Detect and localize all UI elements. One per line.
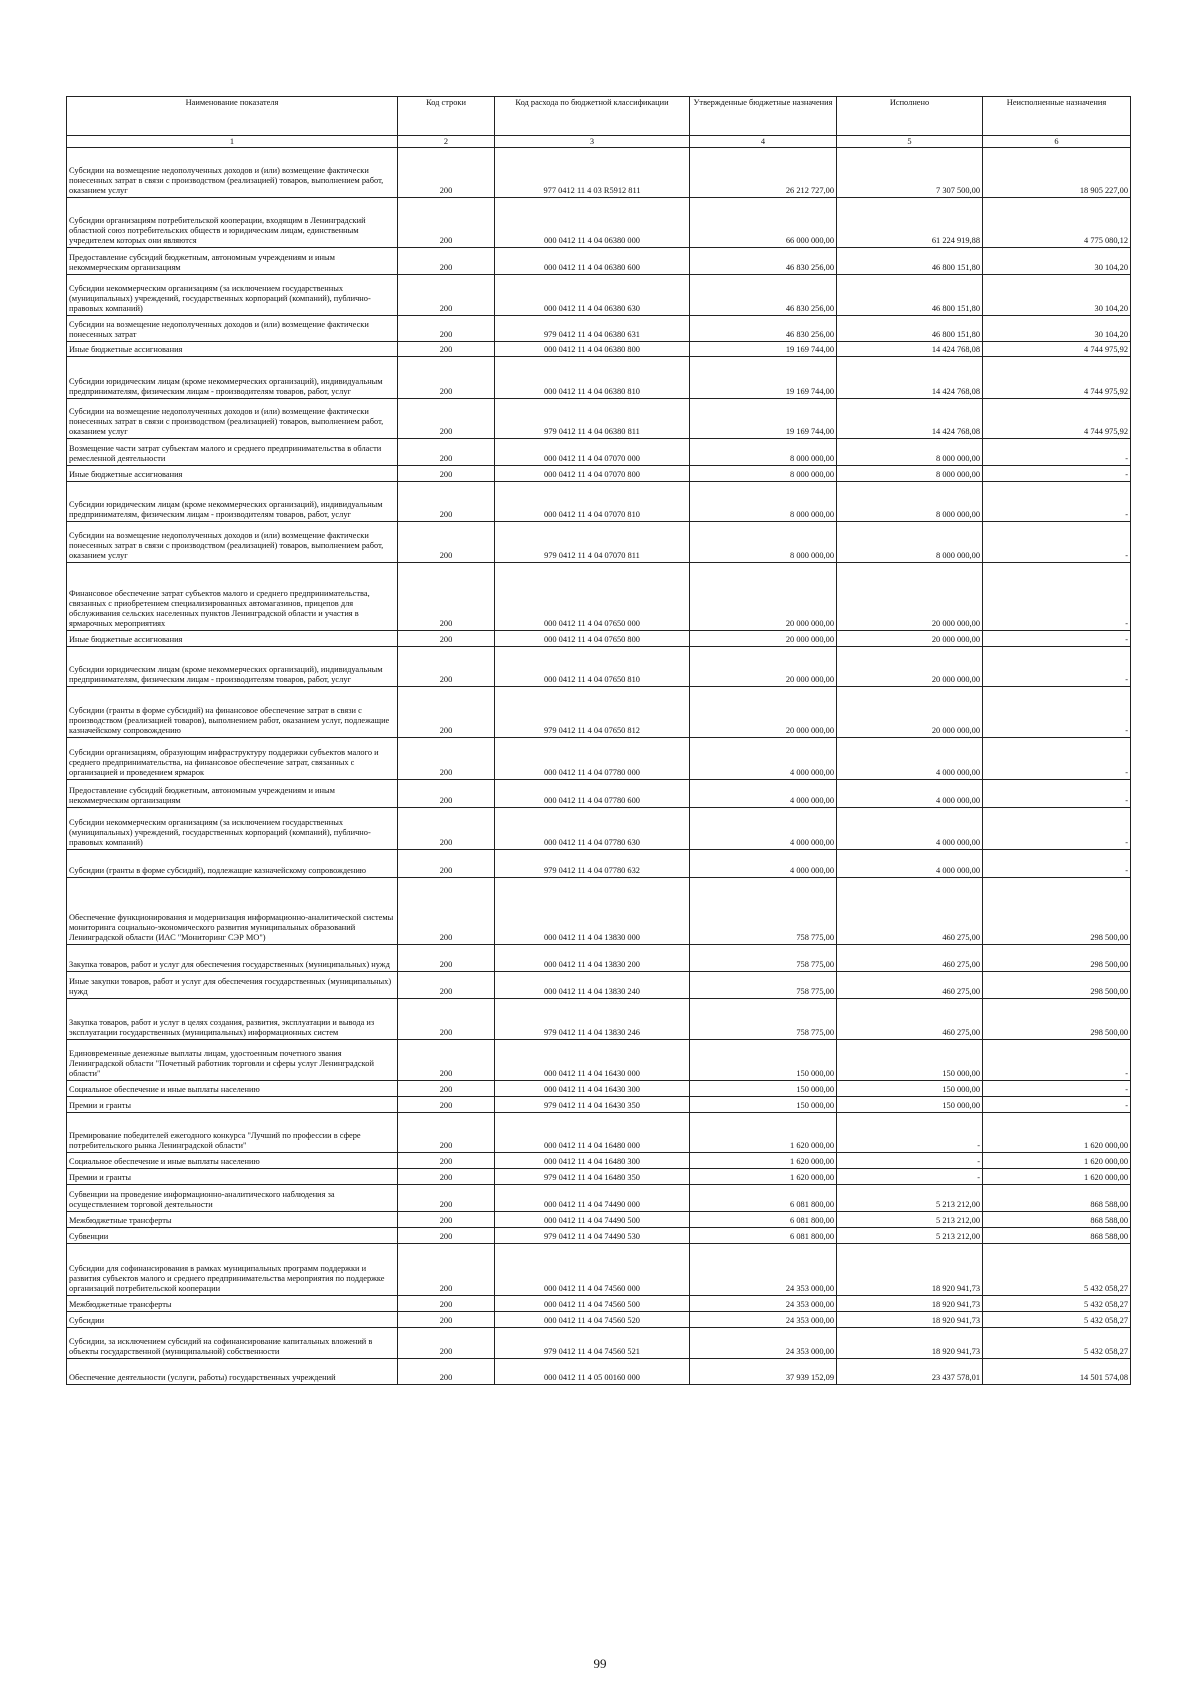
- row-line-code: 200: [398, 357, 495, 399]
- row-executed: 5 213 212,00: [837, 1228, 983, 1244]
- table-row: [67, 342, 1131, 357]
- row-unexecuted: 298 500,00: [983, 878, 1131, 945]
- row-line-code: 200: [398, 878, 495, 945]
- row-line-code: 200: [398, 1153, 495, 1169]
- table-row: [67, 780, 1131, 808]
- row-name: Субвенции на проведение информационно-аналитического наблюдения за осуществлением торговой деятельности: [67, 1185, 398, 1212]
- row-unexecuted: -: [983, 1040, 1131, 1081]
- row-executed: 20 000 000,00: [837, 647, 983, 687]
- row-line-code: 200: [398, 1212, 495, 1228]
- row-unexecuted: -: [983, 439, 1131, 466]
- row-unexecuted: -: [983, 1081, 1131, 1097]
- row-budget-code: 000 0412 11 4 04 07780 630: [495, 808, 690, 850]
- row-name: Межбюджетные трансферты: [67, 1296, 398, 1312]
- row-budget-code: 000 0412 11 4 04 74490 500: [495, 1212, 690, 1228]
- row-executed: 23 437 578,01: [837, 1359, 983, 1385]
- row-name: Иные бюджетные ассигнования: [67, 631, 398, 647]
- row-unexecuted: 5 432 058,27: [983, 1312, 1131, 1328]
- table-row: [67, 687, 1131, 738]
- row-name: Субвенции: [67, 1228, 398, 1244]
- column-number: 6: [983, 136, 1131, 148]
- row-unexecuted: -: [983, 631, 1131, 647]
- row-name: Субсидии юридическим лицам (кроме некоммерческих организаций), индивидуальным предпринимателям, физическим лицам - производителям товаров, работ, услуг: [67, 357, 398, 399]
- row-budget-code: 979 0412 11 4 04 74490 530: [495, 1228, 690, 1244]
- row-executed: 4 000 000,00: [837, 780, 983, 808]
- row-executed: 14 424 768,08: [837, 357, 983, 399]
- row-executed: 18 920 941,73: [837, 1312, 983, 1328]
- row-unexecuted: 868 588,00: [983, 1212, 1131, 1228]
- row-executed: -: [837, 1153, 983, 1169]
- row-name: Обеспечение деятельности (услуги, работы) государственных учреждений: [67, 1359, 398, 1385]
- row-unexecuted: 4 744 975,92: [983, 357, 1131, 399]
- row-approved: 26 212 727,00: [690, 148, 837, 198]
- header-approved: Утвержденные бюджетные назначения: [690, 97, 837, 136]
- row-approved: 8 000 000,00: [690, 466, 837, 482]
- row-approved: 20 000 000,00: [690, 631, 837, 647]
- row-unexecuted: -: [983, 850, 1131, 878]
- row-budget-code: 977 0412 11 4 03 R5912 811: [495, 148, 690, 198]
- row-budget-code: 979 0412 11 4 04 06380 631: [495, 316, 690, 342]
- row-budget-code: 000 0412 11 4 04 13830 240: [495, 972, 690, 999]
- row-approved: 4 000 000,00: [690, 808, 837, 850]
- row-budget-code: 979 0412 11 4 04 07070 811: [495, 522, 690, 563]
- table-row: [67, 1097, 1131, 1113]
- row-line-code: 200: [398, 466, 495, 482]
- row-name: Премирование победителей ежегодного конкурса "Лучший по профессии в сфере потребительского рынка Ленинградской области": [67, 1113, 398, 1153]
- table-row: [67, 357, 1131, 399]
- row-approved: 4 000 000,00: [690, 780, 837, 808]
- row-line-code: 200: [398, 808, 495, 850]
- row-approved: 20 000 000,00: [690, 563, 837, 631]
- row-executed: 4 000 000,00: [837, 738, 983, 780]
- row-executed: 8 000 000,00: [837, 466, 983, 482]
- row-line-code: 200: [398, 1244, 495, 1296]
- row-budget-code: 000 0412 11 4 04 74490 000: [495, 1185, 690, 1212]
- table-row: [67, 808, 1131, 850]
- column-number: 1: [67, 136, 398, 148]
- row-unexecuted: 30 104,20: [983, 248, 1131, 275]
- row-unexecuted: 30 104,20: [983, 275, 1131, 316]
- row-executed: 14 424 768,08: [837, 399, 983, 439]
- row-budget-code: 000 0412 11 4 04 06380 630: [495, 275, 690, 316]
- row-unexecuted: 4 744 975,92: [983, 399, 1131, 439]
- row-name: Закупка товаров, работ и услуг в целях создания, развития, эксплуатации и вывода из эксплуатации государственных (муниципальных) информационных систем: [67, 999, 398, 1040]
- row-executed: 46 800 151,80: [837, 275, 983, 316]
- table-row: [67, 1113, 1131, 1153]
- row-budget-code: 000 0412 11 4 04 07780 600: [495, 780, 690, 808]
- row-approved: 19 169 744,00: [690, 399, 837, 439]
- row-executed: -: [837, 1113, 983, 1153]
- table-row: [67, 399, 1131, 439]
- row-executed: 150 000,00: [837, 1081, 983, 1097]
- table-row: [67, 1153, 1131, 1169]
- table-row: [67, 1244, 1131, 1296]
- row-name: Субсидии для софинансирования в рамках муниципальных программ поддержки и развития субъектов малого и среднего предпринимательства мероприятия по поддержке организаций потребительской кооперации: [67, 1244, 398, 1296]
- table-row: [67, 972, 1131, 999]
- row-unexecuted: -: [983, 563, 1131, 631]
- table-row: [67, 466, 1131, 482]
- row-unexecuted: 298 500,00: [983, 945, 1131, 972]
- row-unexecuted: -: [983, 1097, 1131, 1113]
- row-line-code: 200: [398, 1097, 495, 1113]
- row-name: Социальное обеспечение и иные выплаты населению: [67, 1153, 398, 1169]
- row-approved: 24 353 000,00: [690, 1328, 837, 1359]
- row-name: Премии и гранты: [67, 1169, 398, 1185]
- row-budget-code: 000 0412 11 4 04 07780 000: [495, 738, 690, 780]
- row-unexecuted: -: [983, 687, 1131, 738]
- row-unexecuted: -: [983, 522, 1131, 563]
- column-number: 3: [495, 136, 690, 148]
- row-budget-code: 000 0412 11 4 04 13830 000: [495, 878, 690, 945]
- row-approved: 24 353 000,00: [690, 1312, 837, 1328]
- table-row: [67, 1081, 1131, 1097]
- row-approved: 758 775,00: [690, 878, 837, 945]
- row-executed: 46 800 151,80: [837, 316, 983, 342]
- row-budget-code: 979 0412 11 4 04 13830 246: [495, 999, 690, 1040]
- table-row: [67, 631, 1131, 647]
- row-unexecuted: -: [983, 808, 1131, 850]
- row-unexecuted: 5 432 058,27: [983, 1296, 1131, 1312]
- row-executed: 150 000,00: [837, 1097, 983, 1113]
- row-unexecuted: -: [983, 738, 1131, 780]
- row-name: Субсидии юридическим лицам (кроме некоммерческих организаций), индивидуальным предпринимателям, физическим лицам - производителям товаров, работ, услуг: [67, 482, 398, 522]
- row-approved: 1 620 000,00: [690, 1113, 837, 1153]
- row-budget-code: 000 0412 11 4 04 07070 800: [495, 466, 690, 482]
- header-unexecuted: Неисполненные назначения: [983, 97, 1131, 136]
- row-line-code: 200: [398, 148, 495, 198]
- row-unexecuted: 4 775 080,12: [983, 198, 1131, 248]
- row-unexecuted: 868 588,00: [983, 1185, 1131, 1212]
- row-executed: 7 307 500,00: [837, 148, 983, 198]
- row-approved: 19 169 744,00: [690, 357, 837, 399]
- table-row: [67, 563, 1131, 631]
- row-line-code: 200: [398, 342, 495, 357]
- row-approved: 1 620 000,00: [690, 1153, 837, 1169]
- table-row: [67, 316, 1131, 342]
- row-line-code: 200: [398, 198, 495, 248]
- table-row: [67, 647, 1131, 687]
- row-unexecuted: -: [983, 466, 1131, 482]
- row-budget-code: 979 0412 11 4 04 74560 521: [495, 1328, 690, 1359]
- row-executed: 5 213 212,00: [837, 1185, 983, 1212]
- row-executed: 18 920 941,73: [837, 1244, 983, 1296]
- row-name: Субсидии (гранты в форме субсидий) на финансовое обеспечение затрат в связи с производством (реализацией товаров), выполнением работ, оказанием услуг, подлежащие казначейскому сопровождению: [67, 687, 398, 738]
- row-approved: 4 000 000,00: [690, 738, 837, 780]
- table-row: [67, 1040, 1131, 1081]
- row-unexecuted: 5 432 058,27: [983, 1328, 1131, 1359]
- row-approved: 8 000 000,00: [690, 439, 837, 466]
- row-budget-code: 979 0412 11 4 04 07780 632: [495, 850, 690, 878]
- budget-report-sheet: [66, 96, 1130, 1385]
- table-row: [67, 439, 1131, 466]
- row-approved: 24 353 000,00: [690, 1244, 837, 1296]
- row-line-code: 200: [398, 687, 495, 738]
- table-header-row: [67, 97, 1131, 136]
- row-approved: 758 775,00: [690, 972, 837, 999]
- row-approved: 1 620 000,00: [690, 1169, 837, 1185]
- table-row: [67, 1228, 1131, 1244]
- row-unexecuted: 30 104,20: [983, 316, 1131, 342]
- row-approved: 24 353 000,00: [690, 1296, 837, 1312]
- row-name: Предоставление субсидий бюджетным, автономным учреждениям и иным некоммерческим организациям: [67, 248, 398, 275]
- row-executed: 4 000 000,00: [837, 808, 983, 850]
- row-name: Иные бюджетные ассигнования: [67, 342, 398, 357]
- row-name: Закупка товаров, работ и услуг для обеспечения государственных (муниципальных) нужд: [67, 945, 398, 972]
- table-row: [67, 1312, 1131, 1328]
- row-approved: 6 081 800,00: [690, 1212, 837, 1228]
- row-unexecuted: -: [983, 482, 1131, 522]
- row-budget-code: 000 0412 11 4 04 07650 810: [495, 647, 690, 687]
- row-executed: -: [837, 1169, 983, 1185]
- row-unexecuted: 18 905 227,00: [983, 148, 1131, 198]
- row-budget-code: 000 0412 11 4 04 07650 000: [495, 563, 690, 631]
- row-executed: 460 275,00: [837, 999, 983, 1040]
- row-executed: 5 213 212,00: [837, 1212, 983, 1228]
- row-line-code: 200: [398, 399, 495, 439]
- row-approved: 37 939 152,09: [690, 1359, 837, 1385]
- row-budget-code: 000 0412 11 4 04 06380 600: [495, 248, 690, 275]
- row-unexecuted: 298 500,00: [983, 972, 1131, 999]
- row-approved: 46 830 256,00: [690, 275, 837, 316]
- row-line-code: 200: [398, 482, 495, 522]
- row-line-code: 200: [398, 1296, 495, 1312]
- table-row: [67, 1328, 1131, 1359]
- row-approved: 6 081 800,00: [690, 1185, 837, 1212]
- row-line-code: 200: [398, 248, 495, 275]
- header-line-code: Код строки: [398, 97, 495, 136]
- row-executed: 18 920 941,73: [837, 1328, 983, 1359]
- row-line-code: 200: [398, 738, 495, 780]
- page-number: 99: [593, 1656, 607, 1671]
- row-name: Межбюджетные трансферты: [67, 1212, 398, 1228]
- row-executed: 46 800 151,80: [837, 248, 983, 275]
- row-budget-code: 979 0412 11 4 04 16430 350: [495, 1097, 690, 1113]
- row-budget-code: 000 0412 11 4 04 06380 800: [495, 342, 690, 357]
- header-indicator-name: Наименование показателя: [67, 97, 398, 136]
- row-budget-code: 000 0412 11 4 04 16480 300: [495, 1153, 690, 1169]
- row-executed: 20 000 000,00: [837, 563, 983, 631]
- table-row: [67, 148, 1131, 198]
- row-approved: 8 000 000,00: [690, 522, 837, 563]
- row-name: Обеспечение функционирования и модернизация информационно-аналитической системы мониторинга социально-экономического развития муниципальных образований Ленинградской области (ИАС "Мониторинг СЭР МО"): [67, 878, 398, 945]
- row-name: Субсидии (гранты в форме субсидий), подлежащие казначейскому сопровождению: [67, 850, 398, 878]
- row-approved: 20 000 000,00: [690, 687, 837, 738]
- row-approved: 19 169 744,00: [690, 342, 837, 357]
- table-row: [67, 482, 1131, 522]
- row-unexecuted: 1 620 000,00: [983, 1153, 1131, 1169]
- table-row: [67, 1169, 1131, 1185]
- table-row: [67, 1359, 1131, 1385]
- header-executed: Исполнено: [837, 97, 983, 136]
- row-budget-code: 979 0412 11 4 04 16480 350: [495, 1169, 690, 1185]
- header-budget-code: Код расхода по бюджетной классификации: [495, 97, 690, 136]
- row-approved: 150 000,00: [690, 1097, 837, 1113]
- row-name: Субсидии: [67, 1312, 398, 1328]
- row-budget-code: 000 0412 11 4 04 07070 000: [495, 439, 690, 466]
- row-unexecuted: 868 588,00: [983, 1228, 1131, 1244]
- row-approved: 66 000 000,00: [690, 198, 837, 248]
- row-name: Возмещение части затрат субъектам малого и среднего предпринимательства в области ремесленной деятельности: [67, 439, 398, 466]
- column-number: 4: [690, 136, 837, 148]
- row-budget-code: 000 0412 11 4 05 00160 000: [495, 1359, 690, 1385]
- row-line-code: 200: [398, 1228, 495, 1244]
- table-row: [67, 999, 1131, 1040]
- table-row: [67, 1296, 1131, 1312]
- row-line-code: 200: [398, 631, 495, 647]
- row-budget-code: 979 0412 11 4 04 07650 812: [495, 687, 690, 738]
- row-line-code: 200: [398, 563, 495, 631]
- row-unexecuted: 1 620 000,00: [983, 1113, 1131, 1153]
- column-number-row: [67, 136, 1131, 148]
- row-executed: 460 275,00: [837, 972, 983, 999]
- row-name: Предоставление субсидий бюджетным, автономным учреждениям и иным некоммерческим организациям: [67, 780, 398, 808]
- row-approved: 8 000 000,00: [690, 482, 837, 522]
- row-budget-code: 000 0412 11 4 04 74560 000: [495, 1244, 690, 1296]
- row-budget-code: 000 0412 11 4 04 16480 000: [495, 1113, 690, 1153]
- row-name: Субсидии на возмещение недополученных доходов и (или) возмещение фактически понесенных затрат в связи с производством (реализацией) товаров, выполнением работ, оказанием услуг: [67, 399, 398, 439]
- row-budget-code: 000 0412 11 4 04 16430 000: [495, 1040, 690, 1081]
- row-name: Субсидии на возмещение недополученных доходов и (или) возмещение фактически понесенных затрат в связи с производством (реализацией) товаров, выполнением работ, оказанием услуг: [67, 148, 398, 198]
- row-line-code: 200: [398, 1169, 495, 1185]
- row-name: Субсидии организациям потребительской кооперации, входящим в Ленинградский областной союз потребительских обществ и юридическим лицам, единственным учредителем которых они являются: [67, 198, 398, 248]
- row-executed: 8 000 000,00: [837, 522, 983, 563]
- row-line-code: 200: [398, 316, 495, 342]
- row-budget-code: 979 0412 11 4 04 06380 811: [495, 399, 690, 439]
- row-unexecuted: 5 432 058,27: [983, 1244, 1131, 1296]
- table-row: [67, 738, 1131, 780]
- row-name: Премии и гранты: [67, 1097, 398, 1113]
- row-approved: 20 000 000,00: [690, 647, 837, 687]
- table-row: [67, 1212, 1131, 1228]
- row-name: Субсидии на возмещение недополученных доходов и (или) возмещение фактически понесенных затрат в связи с производством (реализацией) товаров, выполнением работ, оказанием услуг: [67, 522, 398, 563]
- row-executed: 14 424 768,08: [837, 342, 983, 357]
- table-row: [67, 878, 1131, 945]
- column-number: 5: [837, 136, 983, 148]
- row-name: Субсидии на возмещение недополученных доходов и (или) возмещение фактически понесенных затрат: [67, 316, 398, 342]
- row-budget-code: 000 0412 11 4 04 74560 520: [495, 1312, 690, 1328]
- table-row: [67, 945, 1131, 972]
- row-line-code: 200: [398, 1040, 495, 1081]
- row-name: Иные закупки товаров, работ и услуг для обеспечения государственных (муниципальных) нужд: [67, 972, 398, 999]
- row-name: Субсидии организациям, образующим инфраструктуру поддержки субъектов малого и среднего предпринимательства, на финансовое обеспечение затрат, связанных с организацией и проведением ярмарок: [67, 738, 398, 780]
- row-line-code: 200: [398, 1113, 495, 1153]
- row-line-code: 200: [398, 275, 495, 316]
- row-name: Социальное обеспечение и иные выплаты населению: [67, 1081, 398, 1097]
- row-line-code: 200: [398, 647, 495, 687]
- row-line-code: 200: [398, 850, 495, 878]
- row-name: Иные бюджетные ассигнования: [67, 466, 398, 482]
- row-line-code: 200: [398, 780, 495, 808]
- row-executed: 150 000,00: [837, 1040, 983, 1081]
- row-name: Единовременные денежные выплаты лицам, удостоенным почетного звания Ленинградской области "Почетный работник торговли и сферы услуг Ленинградской области": [67, 1040, 398, 1081]
- row-line-code: 200: [398, 945, 495, 972]
- row-name: Субсидии юридическим лицам (кроме некоммерческих организаций), индивидуальным предпринимателям, физическим лицам - производителям товаров, работ, услуг: [67, 647, 398, 687]
- table-body: [67, 148, 1131, 1385]
- row-executed: 61 224 919,88: [837, 198, 983, 248]
- row-budget-code: 000 0412 11 4 04 13830 200: [495, 945, 690, 972]
- row-approved: 150 000,00: [690, 1081, 837, 1097]
- row-executed: 460 275,00: [837, 878, 983, 945]
- row-approved: 46 830 256,00: [690, 248, 837, 275]
- row-unexecuted: 14 501 574,08: [983, 1359, 1131, 1385]
- row-approved: 150 000,00: [690, 1040, 837, 1081]
- row-approved: 758 775,00: [690, 945, 837, 972]
- row-line-code: 200: [398, 1081, 495, 1097]
- row-budget-code: 000 0412 11 4 04 16430 300: [495, 1081, 690, 1097]
- row-line-code: 200: [398, 439, 495, 466]
- budget-execution-table: [66, 96, 1131, 1385]
- row-line-code: 200: [398, 1185, 495, 1212]
- row-executed: 460 275,00: [837, 945, 983, 972]
- row-executed: 20 000 000,00: [837, 687, 983, 738]
- row-executed: 18 920 941,73: [837, 1296, 983, 1312]
- row-unexecuted: 298 500,00: [983, 999, 1131, 1040]
- row-executed: 8 000 000,00: [837, 439, 983, 466]
- row-line-code: 200: [398, 1328, 495, 1359]
- row-approved: 46 830 256,00: [690, 316, 837, 342]
- row-name: Субсидии, за исключением субсидий на софинансирование капитальных вложений в объекты государственной (муниципальной) собственности: [67, 1328, 398, 1359]
- row-executed: 8 000 000,00: [837, 482, 983, 522]
- row-executed: 4 000 000,00: [837, 850, 983, 878]
- row-name: Субсидии некоммерческим организациям (за исключением государственных (муниципальных) учреждений, государственных корпораций (компаний), публично-правовых компаний): [67, 808, 398, 850]
- row-name: Субсидии некоммерческим организациям (за исключением государственных (муниципальных) учреждений, государственных корпораций (компаний), публично-правовых компаний): [67, 275, 398, 316]
- row-line-code: 200: [398, 1312, 495, 1328]
- table-row: [67, 522, 1131, 563]
- row-line-code: 200: [398, 999, 495, 1040]
- row-line-code: 200: [398, 522, 495, 563]
- row-line-code: 200: [398, 972, 495, 999]
- table-row: [67, 198, 1131, 248]
- column-number: 2: [398, 136, 495, 148]
- table-row: [67, 248, 1131, 275]
- row-executed: 20 000 000,00: [837, 631, 983, 647]
- table-row: [67, 275, 1131, 316]
- row-budget-code: 000 0412 11 4 04 07650 800: [495, 631, 690, 647]
- row-unexecuted: -: [983, 647, 1131, 687]
- table-row: [67, 850, 1131, 878]
- row-unexecuted: 4 744 975,92: [983, 342, 1131, 357]
- row-unexecuted: -: [983, 780, 1131, 808]
- row-approved: 4 000 000,00: [690, 850, 837, 878]
- row-budget-code: 000 0412 11 4 04 06380 810: [495, 357, 690, 399]
- row-unexecuted: 1 620 000,00: [983, 1169, 1131, 1185]
- row-name: Финансовое обеспечение затрат субъектов малого и среднего предпринимательства, связанных с приобретением специализированных автомагазинов, прицепов для обслуживания сельских населенных пунктов Ленинградской области и участия в ярмарочных мероприятиях: [67, 563, 398, 631]
- row-line-code: 200: [398, 1359, 495, 1385]
- table-row: [67, 1185, 1131, 1212]
- row-approved: 758 775,00: [690, 999, 837, 1040]
- row-budget-code: 000 0412 11 4 04 06380 000: [495, 198, 690, 248]
- row-budget-code: 000 0412 11 4 04 07070 810: [495, 482, 690, 522]
- row-approved: 6 081 800,00: [690, 1228, 837, 1244]
- row-budget-code: 000 0412 11 4 04 74560 500: [495, 1296, 690, 1312]
